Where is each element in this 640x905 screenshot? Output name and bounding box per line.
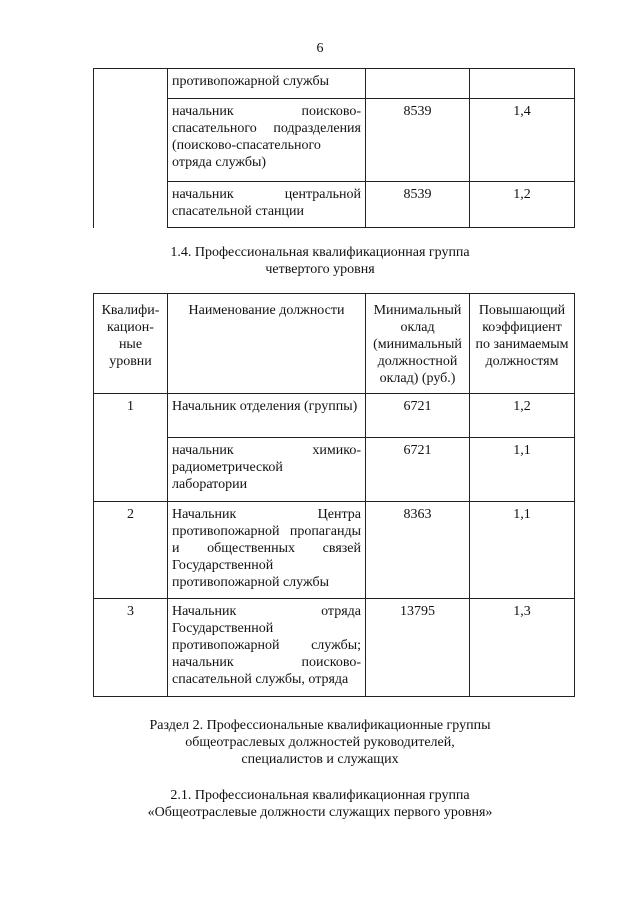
coefficient-cell: 1,3 — [470, 599, 575, 697]
table-row — [94, 502, 575, 599]
heading-line: четвертого уровня — [265, 262, 375, 277]
coefficient-cell — [470, 69, 575, 99]
header-coefficient: Повышающий коэффициент по занимаемым должностям — [470, 294, 575, 394]
header-position: Наименование должности — [168, 294, 366, 394]
position-cell: начальник поисково-спасательного подразделения (поисково-спасательного отряда службы) — [168, 99, 366, 182]
table-row — [94, 69, 575, 99]
heading-line: общеотраслевых должностей руководителей, — [185, 735, 455, 750]
salary-cell: 8539 — [366, 182, 470, 228]
continuation-table — [93, 68, 575, 228]
position-cell: противопожарной службы — [168, 69, 366, 99]
salary-cell — [366, 69, 470, 99]
salary-cell: 13795 — [366, 599, 470, 697]
coefficient-cell: 1,2 — [470, 394, 575, 438]
level-cell-empty — [94, 69, 168, 228]
table-row — [94, 394, 575, 438]
section-1-4-heading — [0, 244, 640, 278]
header-row — [94, 294, 575, 394]
position-cell: начальник центральной спасательной станции — [168, 182, 366, 228]
header-salary: Минимальный оклад (минимальный должностной оклад) (руб.) — [366, 294, 470, 394]
salary-cell: 8363 — [366, 502, 470, 599]
salary-cell: 8539 — [366, 99, 470, 182]
position-cell: начальник химико-радиометрической лаборатории — [168, 438, 366, 502]
coefficient-cell: 1,2 — [470, 182, 575, 228]
position-cell: Начальник Центра противопожарной пропаганды и общественных связей Государственной противопожарной службы — [168, 502, 366, 599]
coefficient-cell: 1,4 — [470, 99, 575, 182]
position-cell: Начальник отряда Государственной противопожарной службы; начальник поисково-спасательной службы, отряда — [168, 599, 366, 697]
heading-line: 1.4. Профессиональная квалификационная группа — [170, 245, 470, 260]
level-cell: 1 — [94, 394, 168, 502]
salary-cell: 6721 — [366, 394, 470, 438]
coefficient-cell: 1,1 — [470, 438, 575, 502]
qualification-table — [93, 293, 575, 697]
section-2-heading — [0, 717, 640, 768]
heading-line: специалистов и служащих — [241, 752, 399, 767]
level-cell: 3 — [94, 599, 168, 697]
position-cell: Начальник отделения (группы) — [168, 394, 366, 438]
section-2-1-heading — [0, 787, 640, 821]
heading-line: Раздел 2. Профессиональные квалификационные группы — [149, 718, 491, 733]
heading-line: 2.1. Профессиональная квалификационная группа — [170, 788, 470, 803]
level-cell: 2 — [94, 502, 168, 599]
page-number: 6 — [316, 41, 324, 56]
salary-cell: 6721 — [366, 438, 470, 502]
table-row — [94, 599, 575, 697]
header-level: Квалифи-кацион-ные уровни — [94, 294, 168, 394]
heading-line: «Общеотраслевые должности служащих первого уровня» — [147, 805, 493, 820]
coefficient-cell: 1,1 — [470, 502, 575, 599]
